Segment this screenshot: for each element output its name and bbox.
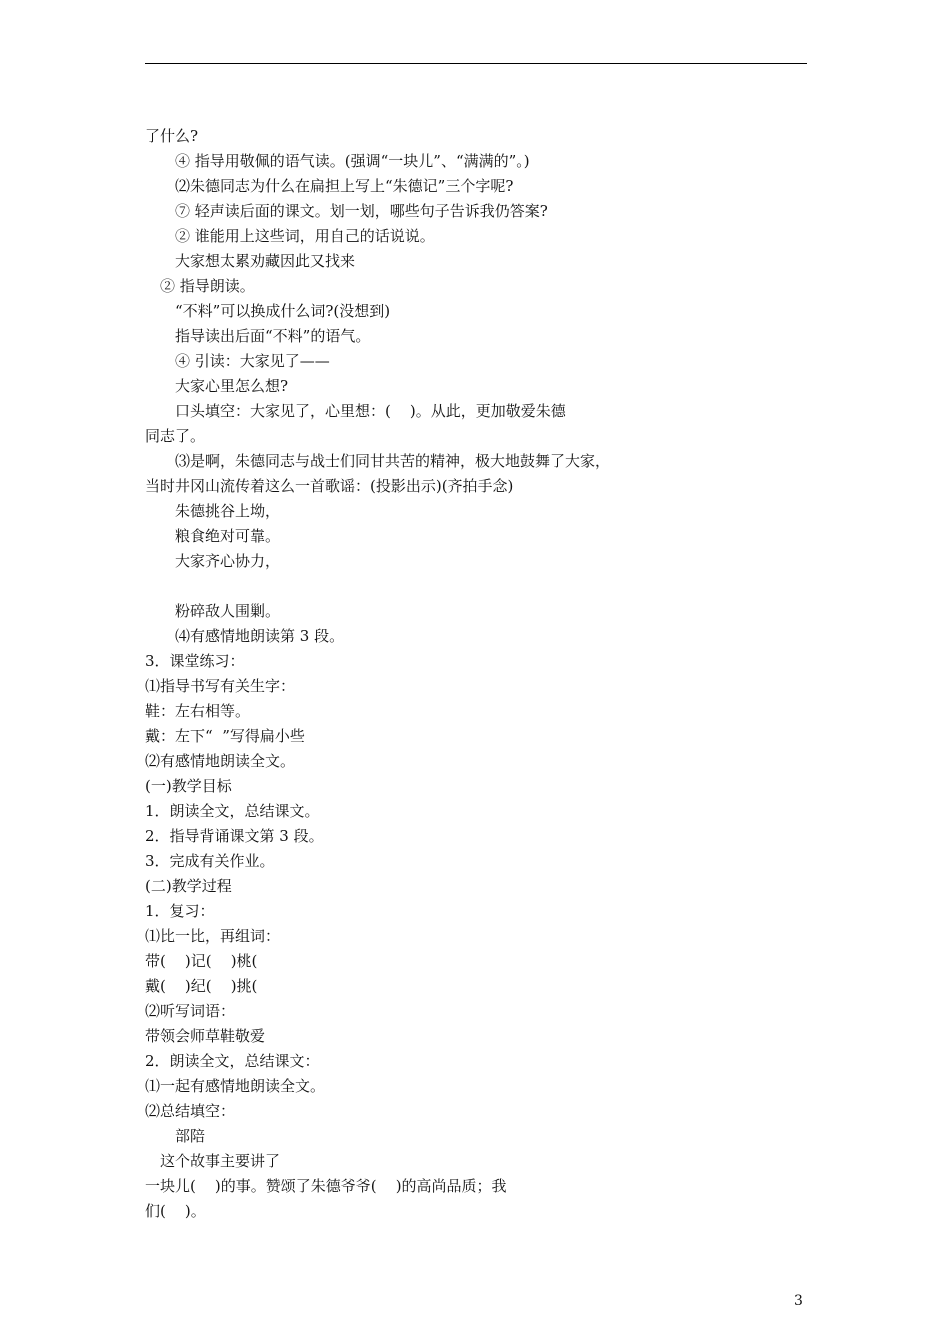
text-line: 同志了。 — [145, 427, 206, 445]
text-line: 2．指导背诵课文第 3 段。 — [145, 827, 324, 845]
text-line: 们( )。 — [145, 1202, 206, 1220]
text-line: 了什么? — [145, 127, 199, 145]
text-line: 带领会师草鞋敬爱 — [145, 1027, 266, 1045]
text-line: ⑵朱德同志为什么在扁担上写上“朱德记”三个字呢? — [175, 177, 514, 195]
text-line: 朱德挑谷上坳， — [175, 502, 281, 520]
text-line: 鞋：左右相等。 — [145, 702, 251, 720]
text-line: 戴( )纪( )挑( — [145, 977, 258, 995]
text-line: 带( )记( )桃( — [145, 952, 258, 970]
text-line: ⑵听写词语： — [145, 1002, 236, 1020]
text-line: ② 指导朗读。 — [160, 277, 255, 295]
text-line: 大家齐心协力， — [175, 552, 281, 570]
text-line: 1．朗读全文，总结课文。 — [145, 802, 320, 820]
text-line: 一块儿( )的事。赞颂了朱德爷爷( )的高尚品质；我 — [145, 1177, 507, 1195]
text-line: 部陪 — [175, 1127, 206, 1145]
text-line: ⑷有感情地朗读第 3 段。 — [175, 627, 345, 645]
text-line: 这个故事主要讲了 — [160, 1152, 281, 1170]
text-line: ② 谁能用上这些词，用自己的话说说。 — [175, 227, 435, 245]
text-line: 3．完成有关作业。 — [145, 852, 275, 870]
text-line: ⑴比一比，再组词： — [145, 927, 281, 945]
text-line: ⑵有感情地朗读全文。 — [145, 752, 296, 770]
text-line: 指导读出后面“不料”的语气。 — [175, 327, 371, 345]
text-line: ④ 指导用敬佩的语气读。(强调“一块儿”、“满满的”。) — [175, 152, 530, 170]
text-line: 1．复习： — [145, 902, 215, 920]
text-line: ⑴指导书写有关生字： — [145, 677, 296, 695]
text-line: 当时井冈山流传着这么一首歌谣：(投影出示)(齐拍手念) — [145, 477, 514, 495]
text-line: ⑦ 轻声读后面的课文。划一划，哪些句子告诉我仍答案? — [175, 202, 548, 220]
text-line: 口头填空：大家见了，心里想：( )。从此，更加敬爱朱德 — [175, 402, 566, 420]
text-line: ⑶是啊，朱德同志与战士们同甘共苦的精神，极大地鼓舞了大家， — [175, 452, 611, 470]
header-rule — [145, 63, 807, 64]
page-number: 3 — [794, 1293, 803, 1309]
text-line: ⑴一起有感情地朗读全文。 — [145, 1077, 326, 1095]
text-line: ④ 引读：大家见了—— — [175, 352, 330, 370]
text-line: 大家心里怎么想? — [175, 377, 289, 395]
text-line: (一)教学目标 — [145, 777, 232, 795]
text-line: 大家想太累劝藏因此又找来 — [175, 252, 356, 270]
text-line: “不料”可以换成什么词?(没想到) — [175, 302, 391, 320]
text-line: 2．朗读全文，总结课文： — [145, 1052, 320, 1070]
text-line: (二)教学过程 — [145, 877, 232, 895]
text-line: 3．课堂练习： — [145, 652, 245, 670]
text-line: 粮食绝对可靠。 — [175, 527, 281, 545]
text-line: 戴：左下“ ”写得扁小些 — [145, 727, 305, 745]
text-line: ⑵总结填空： — [145, 1102, 236, 1120]
text-line: 粉碎敌人围剿。 — [175, 602, 281, 620]
